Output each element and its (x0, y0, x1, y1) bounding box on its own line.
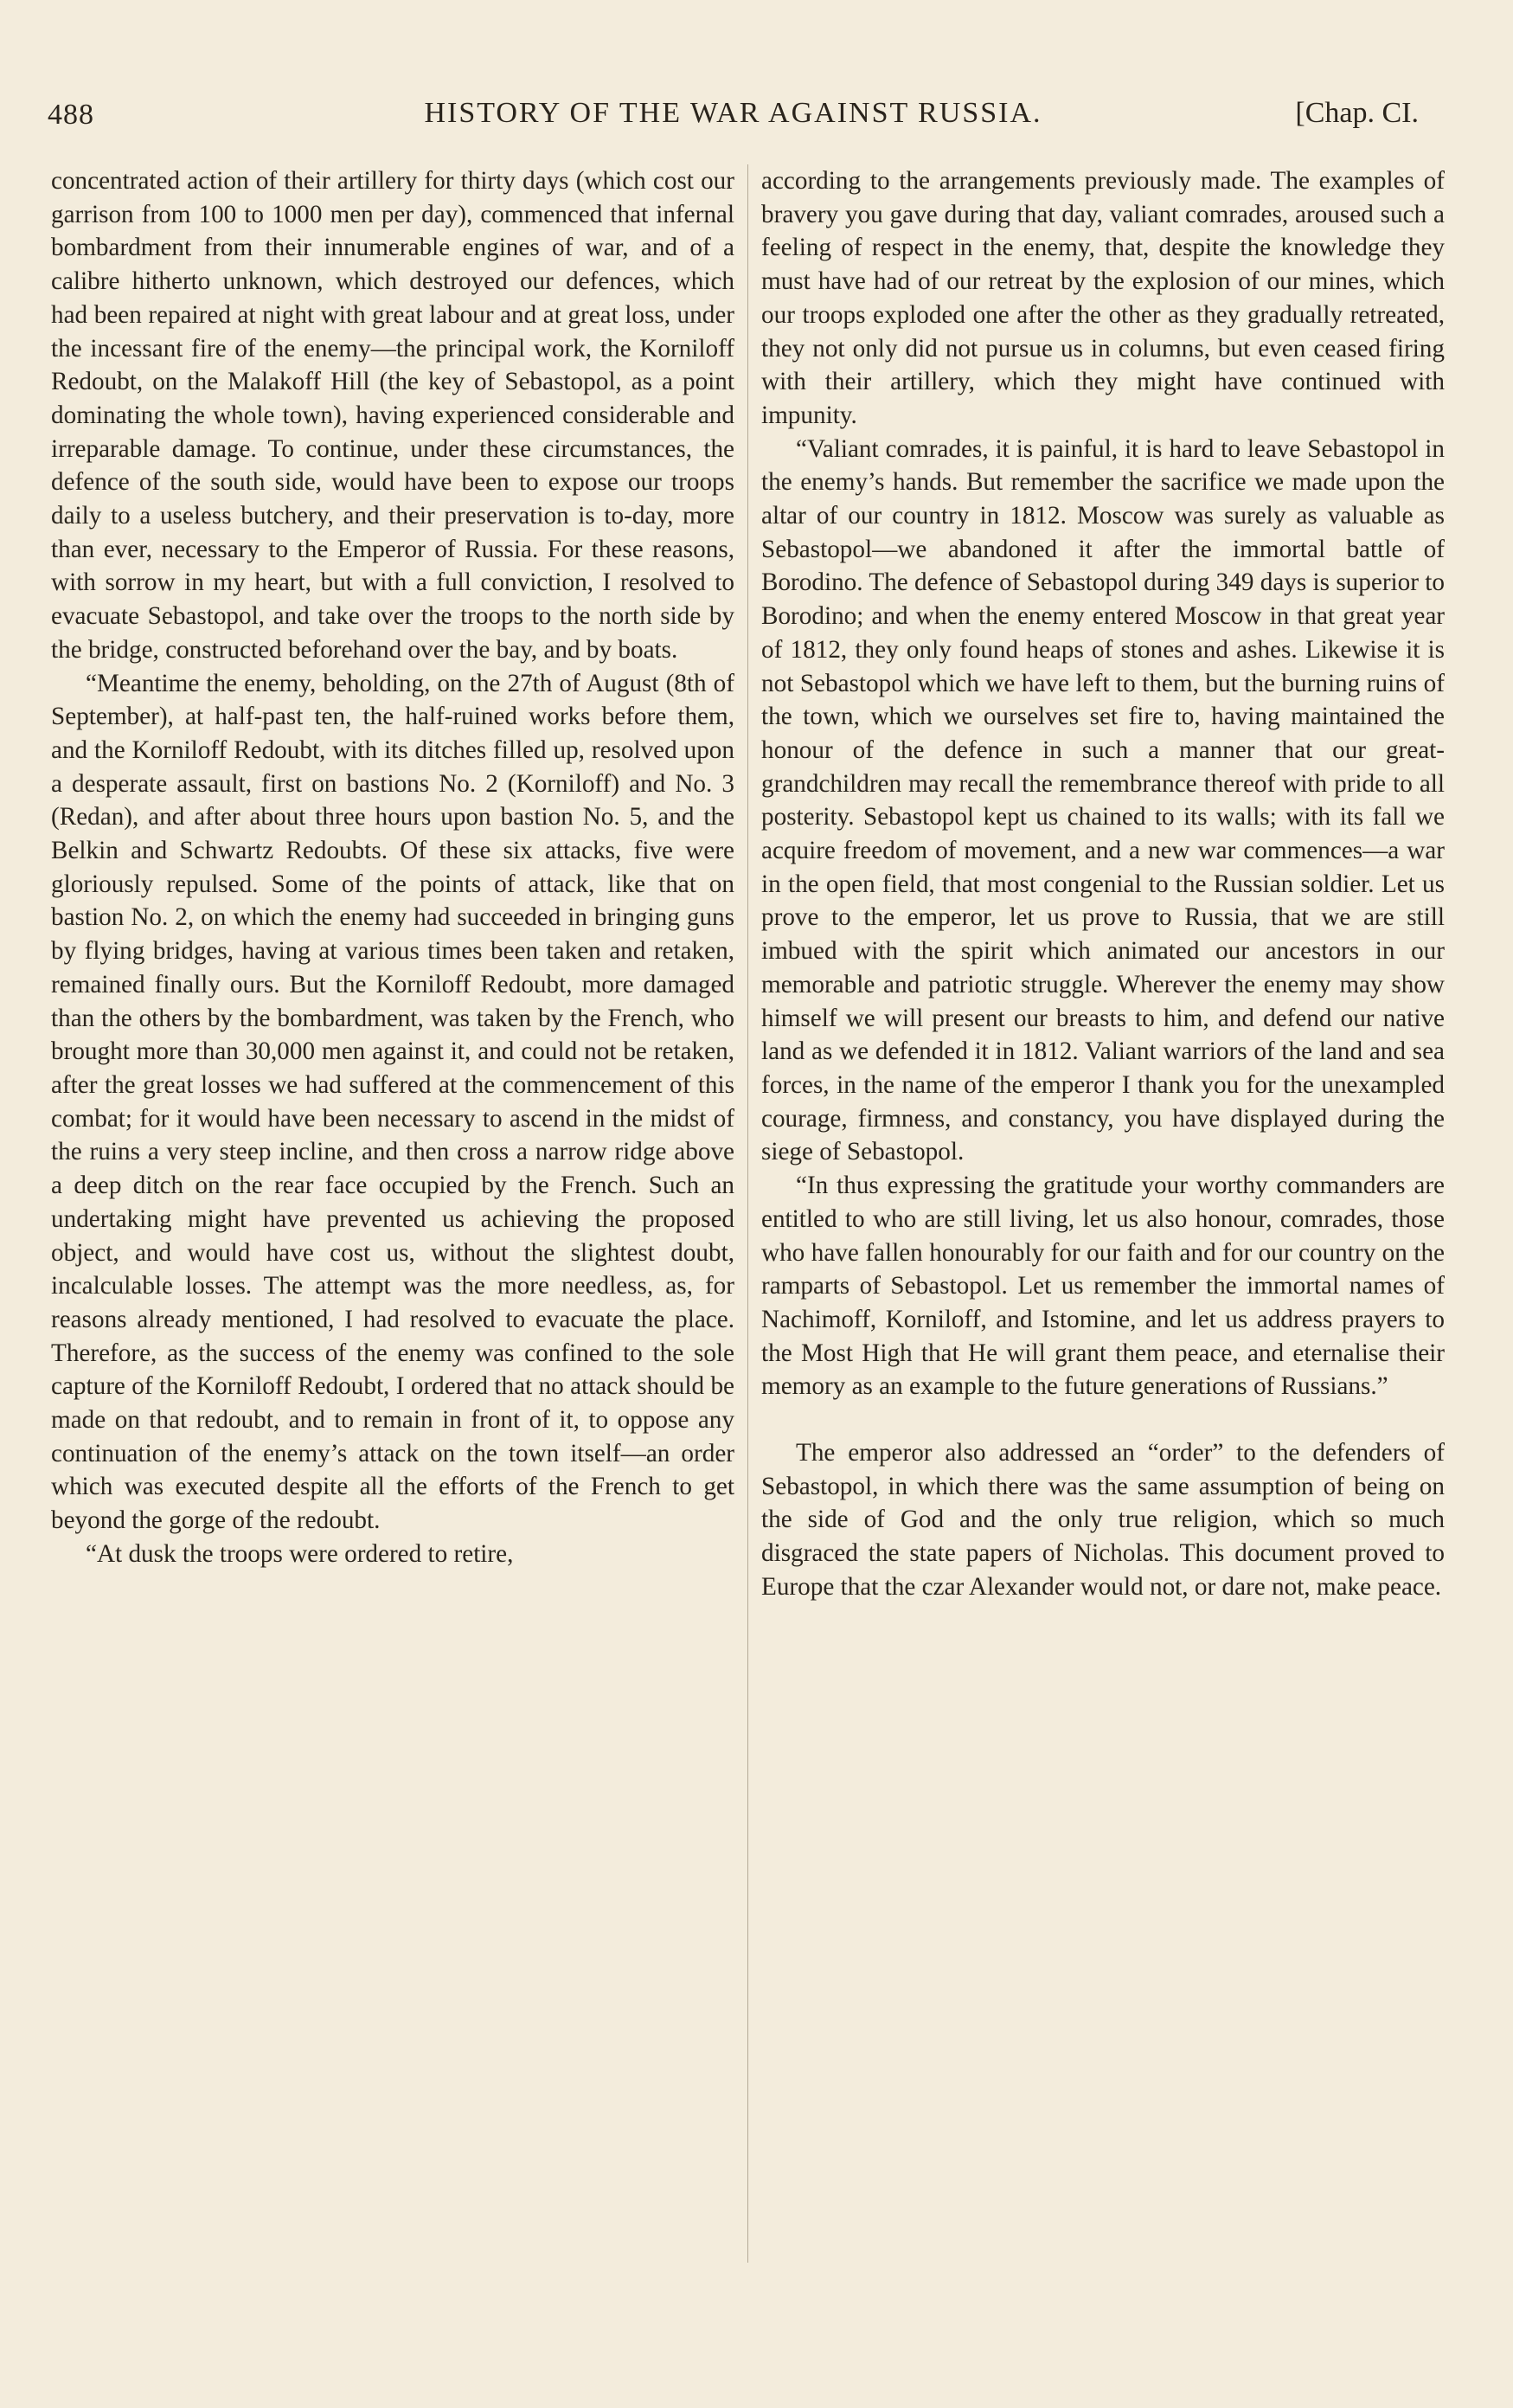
right-column (761, 164, 1445, 1604)
paragraph: The emperor also addressed an “order” to the defenders of Sebastopol, in which there was the same assumption of being on the side of God and the only true religion, which so much disgraced the state papers of Nicholas. This document proved to Europe that the czar Alexander would not, or dare not, make peace. (761, 1439, 1445, 1601)
chapter-label: [Chap. CI. (1295, 97, 1419, 129)
page-number: 488 (48, 99, 94, 131)
paragraph: “In thus expressing the gratitude your worthy commanders are entitled to who are still living, let us also honour, comrades, those who have fallen honourably for our faith and for our country on the ramparts of Sebastopol. Let us remember the immortal names of Nachimoff, Korniloff, and Istomine, and let us address prayers to the Most High that He will grant them peace, and eternalise their memory as an example to the future generations of Russians.” (761, 1172, 1445, 1401)
running-title: HISTORY OF THE WAR AGAINST RUSSIA. (424, 97, 1042, 129)
paragraph: “Meantime the enemy, beholding, on the 27th of August (8th of September), at half-past ten, the half-ruined works before them, and the Korniloff Redoubt, with its ditches filled up, resolved upon a desperate assault, first on bastions No. 2 (Korniloff) and No. 3 (Redan), and after about three hours upon bastion No. 5, and the Belkin and Schwartz Redoubts. Of these six attacks, five were gloriously repulsed. Some of the points of attack, like that on bastion No. 2, on which the enemy had succeeded in bringing guns by flying bridges, having at various times been taken and retaken, remained finally ours. But the Korniloff Redoubt, more damaged than the others by the bombardment, was taken by the French, who brought more than 30,000 men against it, and could not be retaken, after the great losses we had suffered at the commencement of this combat; for it would have been necessary to ascend in the midst of the ruins a very steep incline, and then cross a narrow ridge above a deep ditch on the rear face occupied by the French. Such an undertaking might have prevented us achieving the proposed object, and would have cost us, without the slightest doubt, incalculable losses. The attempt was the more needless, as, for reasons already mentioned, I had resolved to evacuate the place. Therefore, as the success of the enemy was confined to the sole capture of the Korniloff Redoubt, I ordered that no attack should be made on that redoubt, and to remain in front of it, to oppose any continuation of the enemy’s attack on the town itself—an order which was executed despite all the efforts of the French to get beyond the gorge of the redoubt. (51, 669, 734, 1535)
page-header (48, 92, 1419, 140)
paragraph: according to the arrangements previously made. The examples of bravery you gave during that day, valiant comrades, aroused such a feeling of respect in the enemy, that, despite the knowledge they must have had of our retreat by the explosion of our mines, which our troops exploded one after the other as they gradually retreated, they not only did not pursue us in columns, but even ceased firing with their artillery, which they might have continued with impunity. (761, 167, 1445, 429)
column-divider (747, 164, 748, 2263)
left-column (51, 164, 734, 1571)
paragraph: concentrated action of their artillery for thirty days (which cost our garrison from 100 to 1000 men per day), commenced that infernal bombardment from their innumerable engines of war, and of a calibre hitherto unknown, which destroyed our defences, which had been repaired at night with great labour and at great loss, under the incessant fire of the enemy—the principal work, the Korniloff Redoubt, on the Malakoff Hill (the key of Sebastopol, as a point dominating the whole town), having experienced considerable and irreparable damage. To continue, under these circumstances, the defence of the south side, would have been to expose our troops daily to a useless butchery, and their preservation is to-day, more than ever, necessary to the Emperor of Russia. For these reasons, with sorrow in my heart, but with a full conviction, I resolved to evacuate Sebastopol, and take over the troops to the north side by the bridge, constructed beforehand over the bay, and by boats. (51, 167, 734, 664)
paragraph: “Valiant comrades, it is painful, it is hard to leave Sebastopol in the enemy’s hands. But remember the sacrifice we made upon the altar of our country in 1812. Moscow was surely as valuable as Sebastopol—we abandoned it after the immortal battle of Borodino. The defence of Sebastopol during 349 days is superior to Borodino; and when the enemy entered Moscow in that great year of 1812, they only found heaps of stones and ashes. Likewise it is not Sebastopol which we have left to them, but the burning ruins of the town, which we ourselves set fire to, having maintained the honour of the defence in such a manner that our great-grandchildren may recall the remembrance thereof with pride to all posterity. Sebastopol kept us chained to its walls; with its fall we acquire freedom of movement, and a new war commences—a war in the open field, that most congenial to the Russian soldier. Let us prove to the emperor, let us prove to Russia, that we are still imbued with the spirit which animated our ancestors in our memorable and patriotic struggle. Wherever the enemy may show himself we will present our breasts to him, and defend our native land as we defended it in 1812. Valiant warriors of the land and sea forces, in the name of the emperor I thank you for the unexampled courage, firmness, and constancy, you have displayed during the siege of Sebastopol. (761, 434, 1445, 1166)
paragraph: “At dusk the troops were ordered to retire, (86, 1539, 514, 1568)
